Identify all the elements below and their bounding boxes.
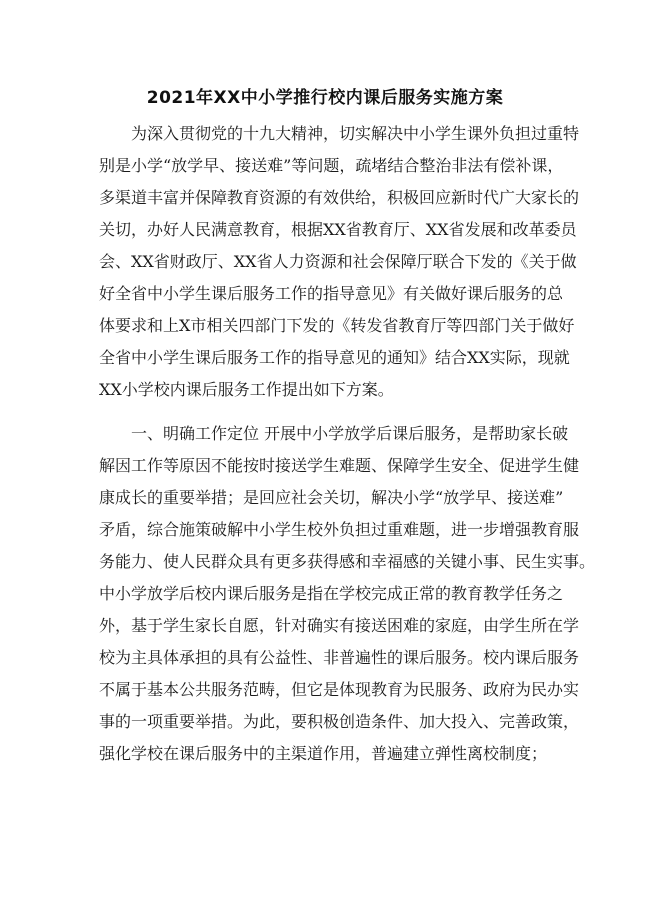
paragraph-2-line: 解因工作等原因不能按时接送学生难题、保障学生安全、促进学生健 xyxy=(99,456,580,475)
paragraph-2-line: 事的一项重要举措。为此，要积极创造条件、加大投入、完善政策， xyxy=(99,712,580,731)
paragraph-1-line: 别是小学“放学早、接送难”等问题，疏堵结合整治非法有偿补课， xyxy=(99,156,564,175)
paragraph-2-line: 务能力、使人民群众具有更多获得感和幸福感的关键小事、民生实事。 xyxy=(99,552,596,571)
paragraph-1-line: 多渠道丰富并保障教育资源的有效供给，积极回应新时代广大家长的 xyxy=(99,188,580,207)
paragraph-1-line: 关切，办好人民满意教育，根据XX省教育厅、XX省发展和改革委员 xyxy=(99,220,577,239)
document-title: 2021年XX中小学推行校内课后服务实施方案 xyxy=(146,88,504,108)
paragraph-1-line: XX小学校内课后服务工作提出如下方案。 xyxy=(99,380,394,399)
paragraph-2-line: 康成长的重要举措；是回应社会关切，解决小学“放学早、接送难” xyxy=(99,488,564,507)
paragraph-2-line: 不属于基本公共服务范畴，但它是体现教育为民服务、政府为民办实 xyxy=(99,680,580,699)
paragraph-1-line: 体要求和上X市相关四部门下发的《转发省教育厅等四部门关于做好 xyxy=(99,316,575,335)
paragraph-1-line: 为深入贯彻党的十九大精神，切实解决中小学生课外负担过重特 xyxy=(131,124,580,143)
paragraph-2-line: 中小学放学后校内课后服务是指在学校完成正常的教育教学任务之 xyxy=(99,584,564,603)
paragraph-1-line: 全省中小学生课后服务工作的指导意见的通知》结合XX实际，现就 xyxy=(99,348,570,367)
paragraph-1-line: 好全省中小学生课后服务工作的指导意见》有关做好课后服务的总 xyxy=(99,284,564,303)
paragraph-1-line: 会、XX省财政厅、XX省人力资源和社会保障厅联合下发的《关于做 xyxy=(99,252,577,271)
paragraph-2-line: 矛盾，综合施策破解中小学生校外负担过重难题，进一步增强教育服 xyxy=(99,520,580,539)
paragraph-2-line: 一、明确工作定位 开展中小学放学后课后服务，是帮助家长破 xyxy=(131,424,569,443)
paragraph-2-line: 校为主具体承担的具有公益性、非普遍性的课后服务。校内课后服务 xyxy=(99,648,580,667)
paragraph-2-line: 外，基于学生家长自愿，针对确实有接送困难的家庭，由学生所在学 xyxy=(99,616,580,635)
paragraph-gap xyxy=(99,406,559,418)
document-body xyxy=(99,118,596,770)
paragraph-2-line: 强化学校在课后服务中的主渠道作用，普遍建立弹性离校制度； xyxy=(99,744,548,763)
